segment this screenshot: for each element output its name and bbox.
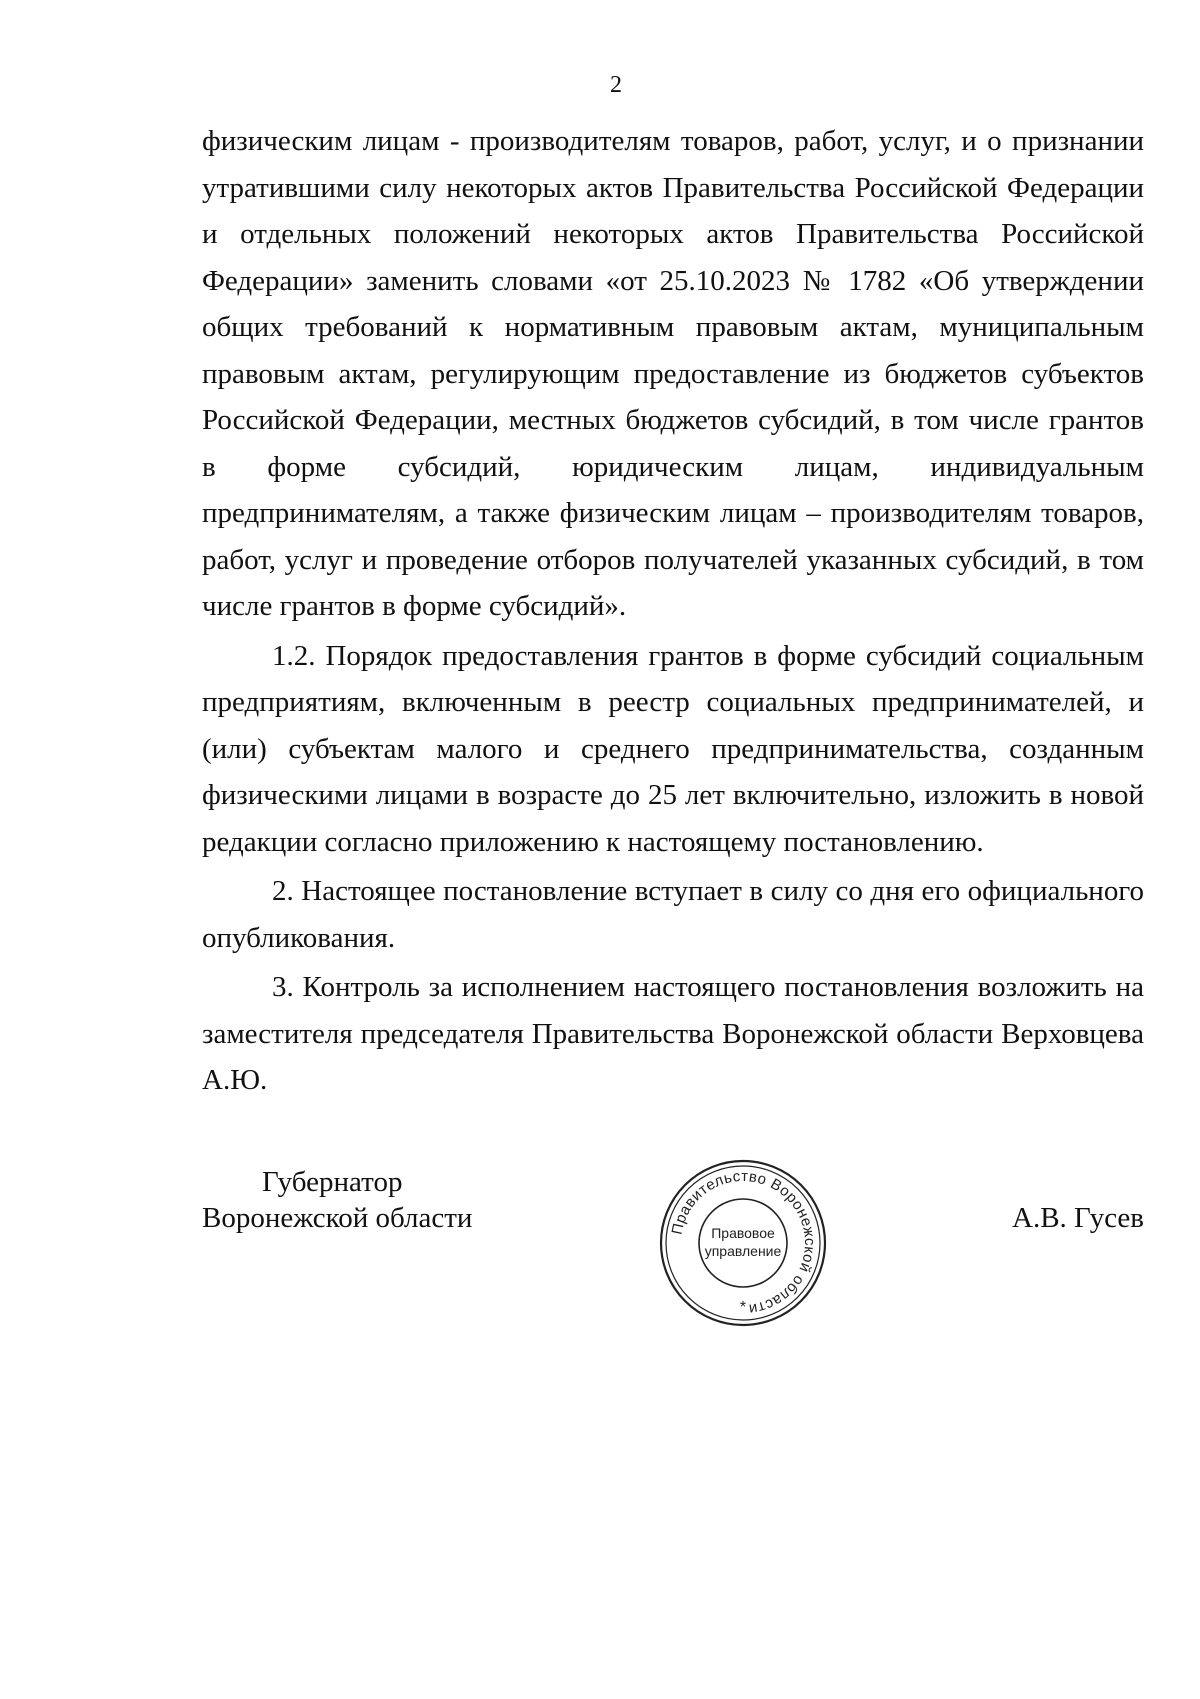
document-body bbox=[202, 118, 1144, 1104]
paragraph-2: 2. Настоящее постановление вступает в силу со дня его официального опубликования. bbox=[202, 875, 1144, 954]
stamp-ring-text: Правительство Воронежской области bbox=[668, 1167, 819, 1318]
paragraph-3: 3. Контроль за исполнением настоящего постановления возложить на заместителя председателя Правительства Воронежской области Верховцева А.Ю. bbox=[202, 971, 1144, 1096]
signature-block bbox=[202, 1158, 1144, 1318]
governor-title bbox=[202, 1164, 472, 1236]
page-number: 2 bbox=[610, 72, 622, 98]
stamp-center-line1: Правовое bbox=[711, 1225, 775, 1241]
governor-title-line1: Губернатор bbox=[262, 1166, 403, 1198]
governor-name: А.В. Гусев bbox=[1012, 1202, 1144, 1234]
governor-title-line2: Воронежской области bbox=[202, 1202, 473, 1234]
official-stamp bbox=[658, 1158, 828, 1328]
paragraph-1-2: 1.2. Порядок предоставления грантов в форме субсидий социальным предприятиям, включенным в реестр социальных предпринимателей, и (или) субъектам малого и среднего предпринимательства, созданным физическими лицами в возрасте до 25 лет включительно, изложить в новой редакции согласно приложению к настоящему постановлению. bbox=[202, 639, 1144, 858]
stamp-star: * bbox=[739, 1299, 747, 1316]
stamp-center-line2: управление bbox=[704, 1243, 782, 1259]
paragraph-continuation: физическим лицам - производителям товаров, работ, услуг, и о признании утратившими силу некоторых актов Правительства Российской Федерации и отдельных положений некоторых актов Правительства Российской Федерации» заменить словами «от 25.10.2023 № 1782 «Об утверждении общих требований к нормативным правовым актам, муниципальным правовым актам, регулирующим предоставление из бюджетов субъектов Российской Федерации, местных бюджетов субсидий, в том числе грантов в форме субсидий, юридическим лицам, индивидуальным предпринимателям, а также физическим лицам – производителям товаров, работ, услуг и проведение отборов получателей указанных субсидий, в том числе грантов в форме субсидий». bbox=[202, 125, 1144, 622]
